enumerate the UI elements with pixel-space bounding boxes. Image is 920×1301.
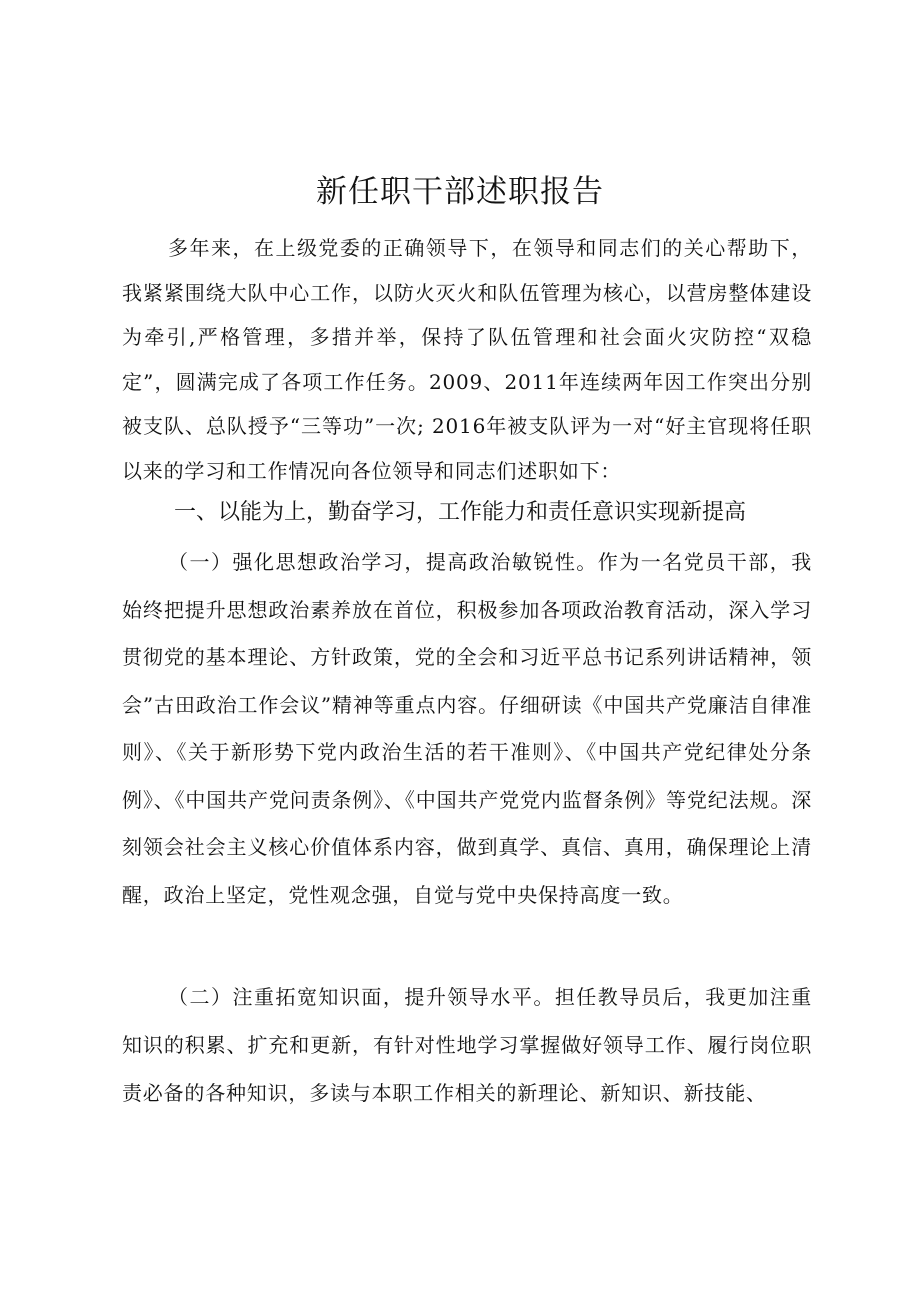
section-heading: 一、以能为上，勤奋学习，工作能力和责任意识实现新提高 xyxy=(174,500,747,525)
section-item-paragraph: （二）注重拓宽知识面，提升领导水平。担任教导员后，我更加注重知识的积累、扩充和更新，有针对性地学习掌握做好领导工作、履行岗位职责必备的各种知识，多读与本职工作相关的新理论、新知识、新技能、 xyxy=(122,985,812,1105)
section-item-paragraph: （一）强化思想政治学习，提高政治敏锐性。作为一名党员干部，我始终把提升思想政治素养放在首位，积极参加各项政治教育活动，深入学习贯彻党的基本理论、方针政策，党的全会和习近平总书记系列讲话精神，领会”古田政治工作会议”精神等重点内容。仔细研读《中国共产党廉洁自律准则》、《关于新形势下党内政治生活的若干准则》、《中国共产党纪律处分条例》、《中国共产党问责条例》、《中国共产党党内监督条例》等党纪法规。深刻领会社会主义核心价值体系内容，做到真学、真信、真用，确保理论上清醒，政治上坚定，党性观念强，自觉与党中央保持高度一致。 xyxy=(122,550,812,907)
intro-paragraph: 多年来，在上级党委的正确领导下，在领导和同志们的关心帮助下，我紧紧围绕大队中心工作，以防火灭火和队伍管理为核心，以营房整体建设为牵引,严格管理，多措并举，保持了队伍管理和社会面火灾防控“双稳定”，圆满完成了各项工作任务。2009、2011年连续两年因工作突出分别被支队、总队授予“三等功”一次; 2016年被支队评为一对“好主官现将任职以来的学习和工作情况向各位领导和同志们述职如下： xyxy=(122,236,812,483)
document-title: 新任职干部述职报告 xyxy=(316,174,604,210)
